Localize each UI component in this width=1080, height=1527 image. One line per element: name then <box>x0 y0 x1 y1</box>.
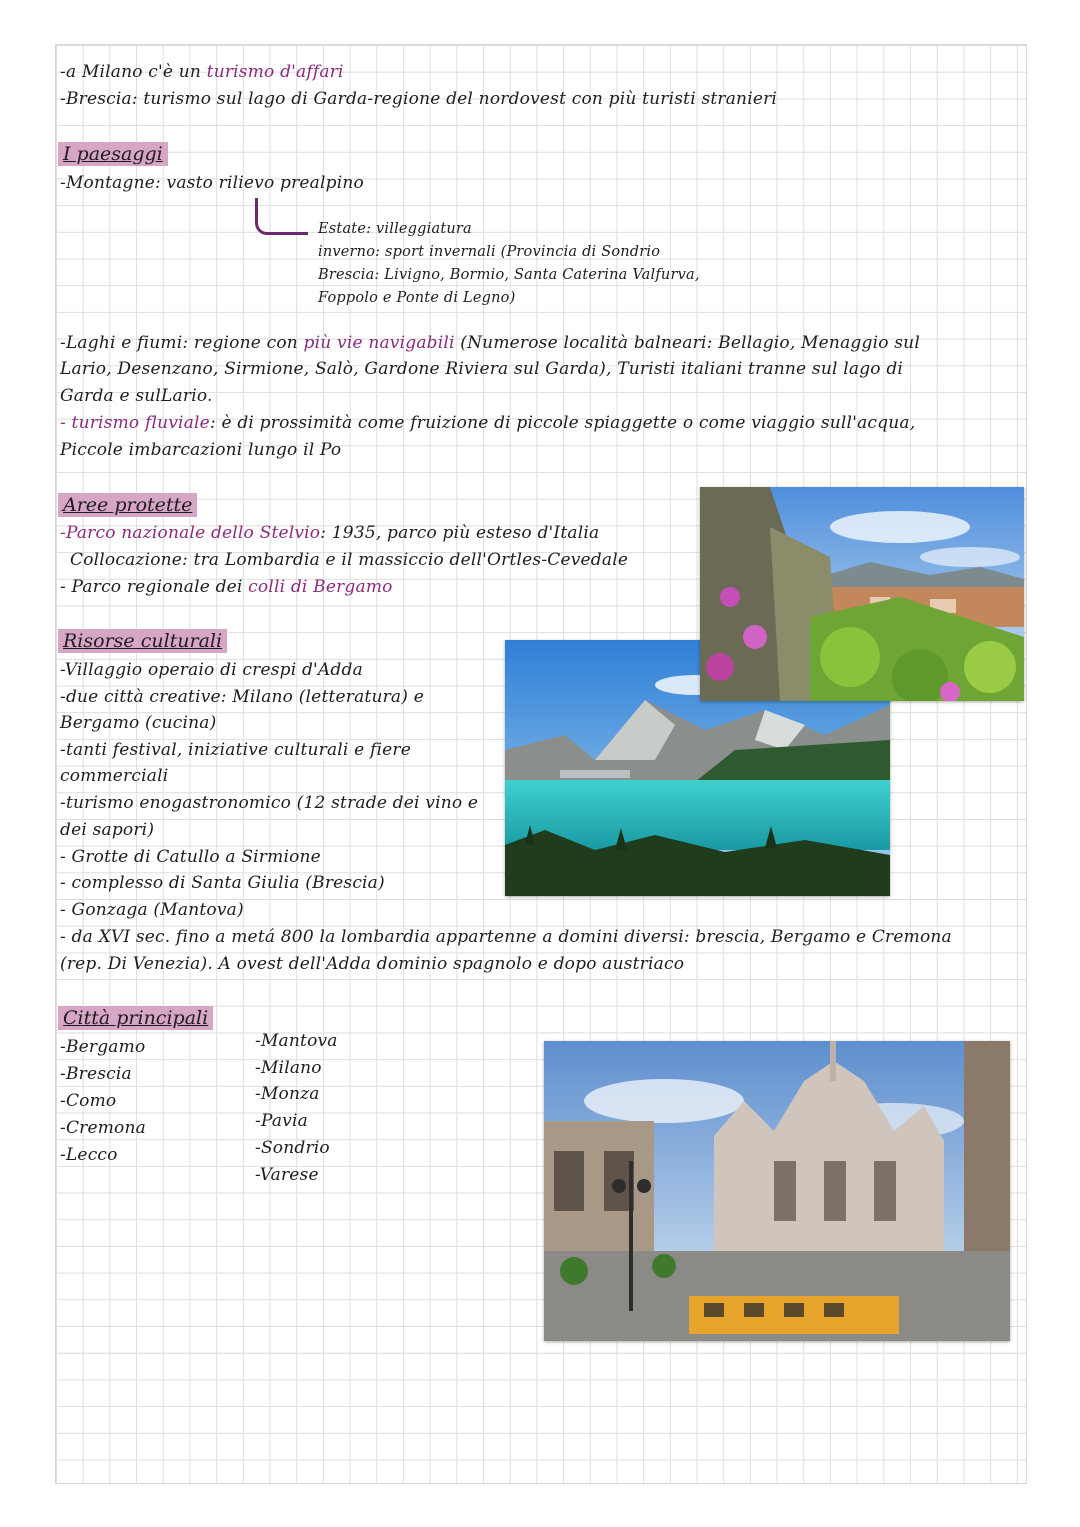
stelvio-line: -Parco nazionale dello Stelvio: 1935, parco più esteso d'Italia <box>60 523 600 543</box>
risorse-line: -due città creative: Milano (letteratura) e <box>60 687 424 707</box>
city-item: -Varese <box>255 1165 319 1185</box>
fluviale-line-2: Piccole imbarcazioni lungo il Po <box>60 440 342 460</box>
bracket-connector <box>255 198 308 235</box>
heading-risorse-culturali: Risorse culturali <box>58 629 227 653</box>
city-item: -Monza <box>255 1084 320 1104</box>
city-item: -Bergamo <box>60 1037 146 1057</box>
risorse-line: -Villaggio operaio di crespi d'Adda <box>60 660 363 680</box>
montagne-line: -Montagne: vasto rilievo prealpino <box>60 173 364 193</box>
bergamo-hills-photo <box>700 487 1024 701</box>
city-item: -Brescia <box>60 1064 132 1084</box>
mountain-sub-line: inverno: sport invernali (Provincia di Sondrio <box>318 244 661 260</box>
city-item: -Pavia <box>255 1111 308 1131</box>
risorse-line: -turismo enogastronomico (12 strade dei vino e <box>60 793 479 813</box>
duomo-milano-photo <box>544 1041 1010 1341</box>
risorse-line: commerciali <box>60 766 169 786</box>
intro-line-2: -Brescia: turismo sul lago di Garda-regione del nordovest con più turisti stranieri <box>60 89 778 109</box>
laghi-line-3: Garda e sulLario. <box>60 386 213 406</box>
city-item: -Como <box>60 1091 117 1111</box>
risorse-line: - da XVI sec. fino a metá 800 la lombardia appartenne a domini diversi: brescia, Bergamo e Cremona <box>60 927 952 947</box>
collocazione-line: Collocazione: tra Lombardia e il massiccio dell'Ortles-Cevedale <box>70 550 629 570</box>
city-item: -Sondrio <box>255 1138 330 1158</box>
city-item: -Mantova <box>255 1031 338 1051</box>
fluviale-line-1: - turismo fluviale: è di prossimità come fruizione di piccole spiaggette o come viaggio sull'acqua, <box>60 413 916 433</box>
risorse-line: -tanti festival, iniziative culturali e fiere <box>60 740 412 760</box>
risorse-line: Bergamo (cucina) <box>60 713 217 733</box>
heading-citta-principali: Città principali <box>58 1006 213 1030</box>
city-item: -Cremona <box>60 1118 146 1138</box>
intro-line-1: -a Milano c'è un turismo d'affari <box>60 62 344 82</box>
mountain-sub-line: Brescia: Livigno, Bormio, Santa Caterina Valfurva, <box>318 267 700 283</box>
city-item: -Milano <box>255 1058 322 1078</box>
heading-paesaggi: I paesaggi <box>58 142 168 166</box>
bergamo-park-line: - Parco regionale dei colli di Bergamo <box>60 577 393 597</box>
laghi-line-2: Lario, Desenzano, Sirmione, Salò, Gardone Riviera sul Garda), Turisti italiani tranne sul lago di <box>60 359 904 379</box>
mountain-sub-line: Foppolo e Ponte di Legno) <box>318 290 516 306</box>
city-item: -Lecco <box>60 1145 118 1165</box>
risorse-line: (rep. Di Venezia). A ovest dell'Adda dominio spagnolo e dopo austriaco <box>60 954 685 974</box>
mountain-sub-line: Estate: villeggiatura <box>318 221 472 237</box>
heading-aree-protette: Aree protette <box>58 493 197 517</box>
risorse-line: - Gonzaga (Mantova) <box>60 900 244 920</box>
risorse-line: dei sapori) <box>60 820 155 840</box>
risorse-line: - Grotte di Catullo a Sirmione <box>60 847 321 867</box>
laghi-line-1: -Laghi e fiumi: regione con più vie navigabili (Numerose località balneari: Bellagio, Menaggio sul <box>60 333 920 353</box>
risorse-line: - complesso di Santa Giulia (Brescia) <box>60 873 385 893</box>
